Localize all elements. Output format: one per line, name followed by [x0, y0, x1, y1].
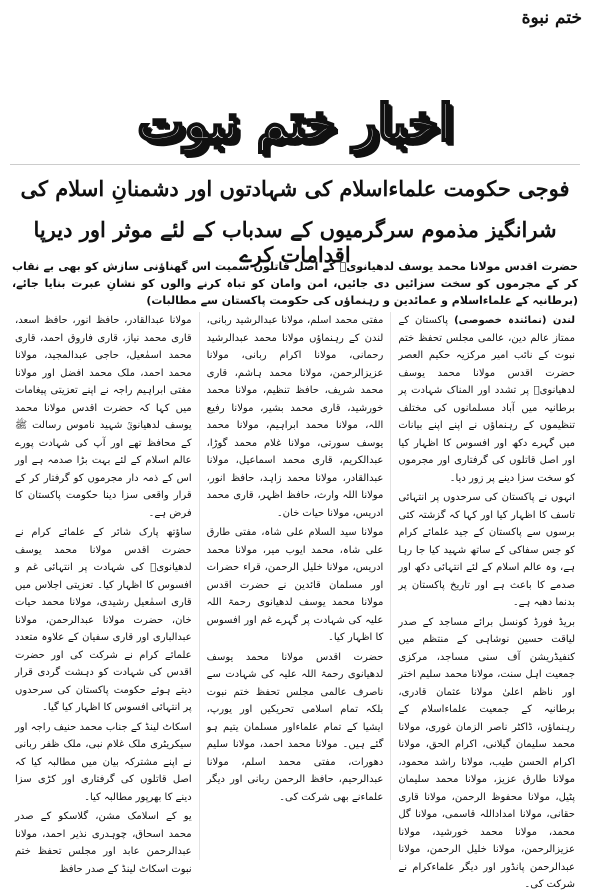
headline-line-2: شرانگیز مذموم سرگرمیوں کے سدباب کے لئے موثر اور دیرپا اقدامات کرے — [33, 217, 557, 267]
masthead-divider — [10, 164, 580, 165]
article-paragraph: مفتی محمد اسلم، مولانا عبدالرشید ربانی، لندن کے رہنماؤں مولانا محمد عبدالرشید رحمانی، مولانا اکرام ربانی، مولانا عزیزالرحمن، مولانا محمد ہاشم، قاری محمد شریف، حافظ تنظیم، مولانا محمد خورشید، قاری محمد بشیر، مولانا رفیع اللہ، مولانا محمد ابراہیم، مولانا محمد یوسف سورتی، مولانا غلام محمد گوڑا، عبدالکریم، قاری محمد اسماعیل، مولانا عبدالقادر، مولانا محمد زاہد، حافظ انور، مولانا اللہ وارث، حافظ اظہر، قاری محمد ادریس، مولانا حیات خان۔ — [206, 315, 384, 519]
article-paragraph: یو کے اسلامک مشن، گلاسکو کے صدر محمد اسحاق، چوہدری نذیر احمد، مولانا عبدالرحمن عابد اور مجلس تحفظ ختم نبوت اسکاٹ لینڈ کے صدر حافظ — [14, 811, 192, 875]
masthead-title: اخبار ختم نبوت — [137, 92, 453, 152]
intro-text: حضرت اقدس مولانا محمد یوسف لدھیانویؒ کے اصل قاتلوں سمیت اس گھناؤنی سازش کو بھی بے نقاب کر کے مجرموں کو سخت سزائیں دی جائیں، امن وامان کو تباہ کرنے والوں کو نشانِ عبرت بنایا جائے، (برطانیہ کے علماءاسلام و عمائدین و رہنماؤں کی حکومت پاکستان سے مطالبات) — [12, 260, 578, 307]
masthead — [80, 84, 510, 160]
article-paragraph: مولانا عبدالقادر، حافظ انور، حافظ اسعد، قاری محمد نیاز، قاری فاروق احمد، قاری محمد اسمٰعیل، حاجی عبدالمجید، مولانا محمد احمد، ملک محمد افضل اور مولانا مفتی ابراہیم راجہ نے اپنے تعزیتی پیغامات میں کہا کہ حضرت اقدس مولانا محمد یوسف لدھیانویؒ شہید ناموس رسالت ﷺ کے محافظ تھے اور آپ کی شہادت پورے عالم اسلام کے لئے بہت بڑا صدمہ ہے اور اس کے ذمہ دار مجرموں کو گرفتار کر کے قرار واقعی سزا دینا حکومت پاکستان کا فرض ہے۔ — [14, 315, 192, 519]
article-paragraph: انہوں نے پاکستان کی سرحدوں پر انتہائی تاسف کا اظہار کیا اور کہا کہ گزشتہ کئی برسوں سے پاکستان کے جید علمائے کرام کو جس سفاکی کے ساتھ شہید کیا جا رہا ہے، وہ عالم اسلام کے لئے انتہائی دکھ اور صدمے کا باعث ہے اور تاریخ پاکستان پر بدنما دھبہ ہے۔ — [398, 492, 575, 608]
headline-line-1: فوجی حکومت علماءاسلام کی شہادتوں اور دشمنانِ اسلام کی — [20, 176, 570, 201]
article-paragraph: بریڈ فورڈ کونسل برائے مساجد کے صدر لیاقت حسین نوشاہی کے منتظم میں کنفیڈریشن آف سنی مساجد، مرکزی جمعیت اہل سنت، مولانا محمد سلیم اختر اور ناظم اعلیٰ مولانا عثمان قادری، برطانیہ کے جمعیت علماءاسلام کے رہنماؤں، ڈاکٹر ناصر الزمان غوری، مولانا محمد سلیمان گیلانی، اکرام الحق، مولانا اکرام الحسن طیب، مولانا راشد محمود، مولانا طارق عزیز، مولانا محمد سلیمان پٹیل، مولانا محفوظ الرحمن، مولانا قاری حقانی، مولانا امداداللہ قاسمی، مولانا گل محمد، مولانا محمد خورشید، مولانا عزیزالرحمن، مولانا خلیل الرحمن، مولانا عبدالرحمن پانڈور اور دیگر علماءکرام نے شرکت کی۔ — [398, 616, 575, 890]
article-paragraph: ساؤتھ پارک شائر کے علمائے کرام نے حضرت اقدس مولانا محمد یوسف لدھیانویؒ کی شہادت پر انتہائی غم و افسوس کا اظہار کیا۔ تعزیتی اجلاس میں قاری اسمٰعیل رشیدی، مولانا محمد حیات خان، حضرت مولانا عبدالرحمن، مولانا عبدالباری اور قاری سفیان کے علاوہ متعدد علمائے کرام نے شرکت کی اور حضرت اقدس کی شہادت کو دہشت گردی قرار دیتے ہوئے حکومت پاکستان کی سرحدوں پر انتہائی افسوس کا اظہار کیا گیا۔ — [14, 527, 192, 713]
brand-logo: ختم نبوة — [521, 8, 582, 28]
article-paragraph: پاکستان کے ممتاز عالم دین، عالمی مجلس تحفظ ختم نبوت کے نائب امیر مرکزیہ حکیم العصر حضرت اقدس مولانا محمد یوسف لدھیانویؒ پر تشدد اور المناک شہادت پر برطانیہ میں آباد مسلمانوں کی مختلف تنظیموں کے رہنماؤں نے اپنے اپنے بیانات میں گہرے دکھ اور افسوس کا اظہار کیا اور اصل قاتلوں کی گرفتاری اور مجرموں کو سخت سزا دینے پر زور دیا۔ — [398, 315, 575, 484]
article-paragraph: مولانا سید السلام علی شاہ، مفتی طارق علی شاہ، محمد ایوب میر، مولانا محمد ادریس، مولانا خلیل الرحمن، قراء حضرات اور مسلمان قائدین نے حضرت اقدس مولانا محمد یوسف لدھیانوی رحمۃ اللہ علیہ کی شہادت پر گہرے غم اور افسوس کا اظہار کیا۔ — [206, 527, 384, 643]
article-column-1 — [391, 312, 582, 890]
article-paragraph: اسکاٹ لینڈ کے جناب محمد حنیف راجہ اور سیکریٹری ملک غلام نبی، ملک ظفر ربانی نے اپنے مشترکہ بیان میں مطالبہ کیا کہ اصل قاتلوں کی گرفتاری اور کڑی سزا دینے کا بھرپور مطالبہ کیا۔ — [14, 721, 192, 803]
intro-paragraph — [12, 258, 578, 309]
article-columns — [8, 312, 582, 890]
article-paragraph: حضرت اقدس مولانا محمد یوسف لدھیانوی رحمۃ اللہ علیہ کی شہادت سے ناصرف عالمی مجلس تحفظ ختم نبوت بلکہ تمام اسلامی تحریکیں اور یورپ، ایشیا کے تمام علماءاور مسلمان یتیم ہو گئے ہیں۔ مولانا محمد احمد، مولانا سلیم دھورات، مفتی محمد اسلم، مولانا عبدالرحیم، حافظ الرحمن ربانی اور دیگر علماءنے بھی شرکت کی۔ — [206, 651, 384, 803]
article-column-3 — [8, 312, 200, 875]
dateline: لندن (نمائندہ خصوصی) — [454, 315, 575, 326]
article-column-2 — [200, 312, 392, 860]
